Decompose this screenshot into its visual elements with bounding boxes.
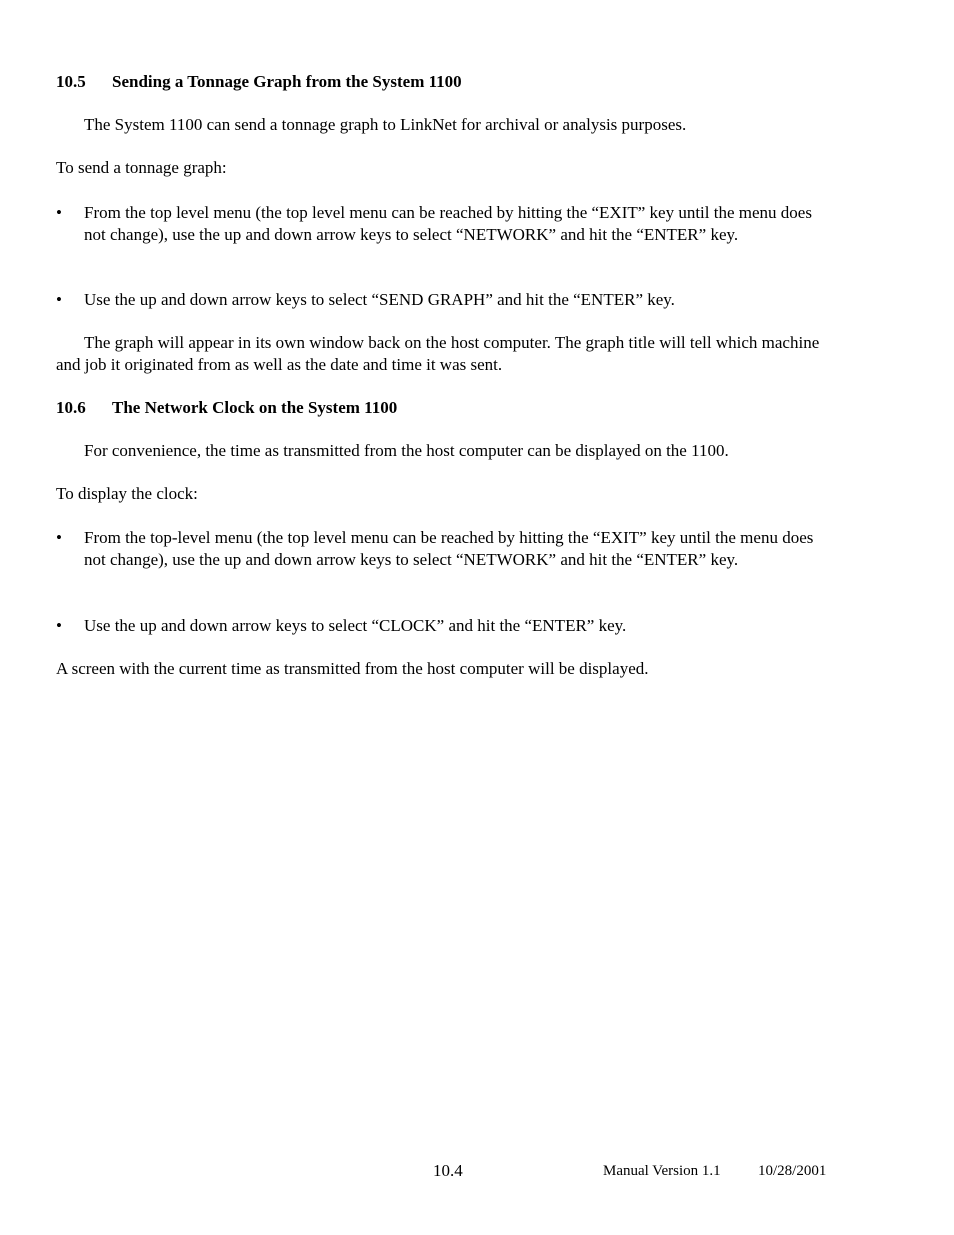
bullet-icon: • [56,290,62,309]
footer-page-number: 10.4 [433,1161,463,1180]
bullet-item [56,289,826,311]
closing-paragraph: A screen with the current time as transmitted from the host computer will be displayed. [56,659,649,678]
section-title: The Network Clock on the System 1100 [112,398,398,417]
section-number: 10.5 [56,72,86,91]
bullet-item [56,202,826,246]
section-title: Sending a Tonnage Graph from the System 1100 [112,72,462,91]
section-number: 10.6 [56,398,86,417]
closing-paragraph: The graph will appear in its own window back on the host computer. The graph title will tell which machine and job it originated from as well as the date and time it was sent. [56,333,820,374]
bullet-item [56,527,826,571]
section-heading-10-6 [56,397,397,419]
section-heading-10-5 [56,71,462,93]
bullet-item [56,615,826,637]
bullet-text: Use the up and down arrow keys to select “CLOCK” and hit the “ENTER” key. [84,616,627,635]
section-intro-paragraph: For convenience, the time as transmitted from the host computer can be displayed on the 1100. [84,441,729,460]
section-intro-paragraph: The System 1100 can send a tonnage graph to LinkNet for archival or analysis purposes. [84,115,687,134]
lead-in-paragraph: To display the clock: [56,484,198,503]
lead-in-paragraph: To send a tonnage graph: [56,158,227,177]
bullet-text: From the top level menu (the top level menu can be reached by hitting the “EXIT” key until the menu does not change), use the up and down arrow keys to select “NETWORK” and hit the “ENTER” key. [84,203,812,244]
bullet-icon: • [56,528,62,547]
footer-manual-version: Manual Version 1.1 [603,1163,721,1179]
bullet-text: Use the up and down arrow keys to select “SEND GRAPH” and hit the “ENTER” key. [84,290,675,309]
footer-date: 10/28/2001 [758,1163,827,1179]
bullet-icon: • [56,616,62,635]
bullet-icon: • [56,203,62,222]
bullet-text: From the top-level menu (the top level menu can be reached by hitting the “EXIT” key until the menu does not change), use the up and down arrow keys to select “NETWORK” and hit the “ENTER” key. [84,528,814,569]
